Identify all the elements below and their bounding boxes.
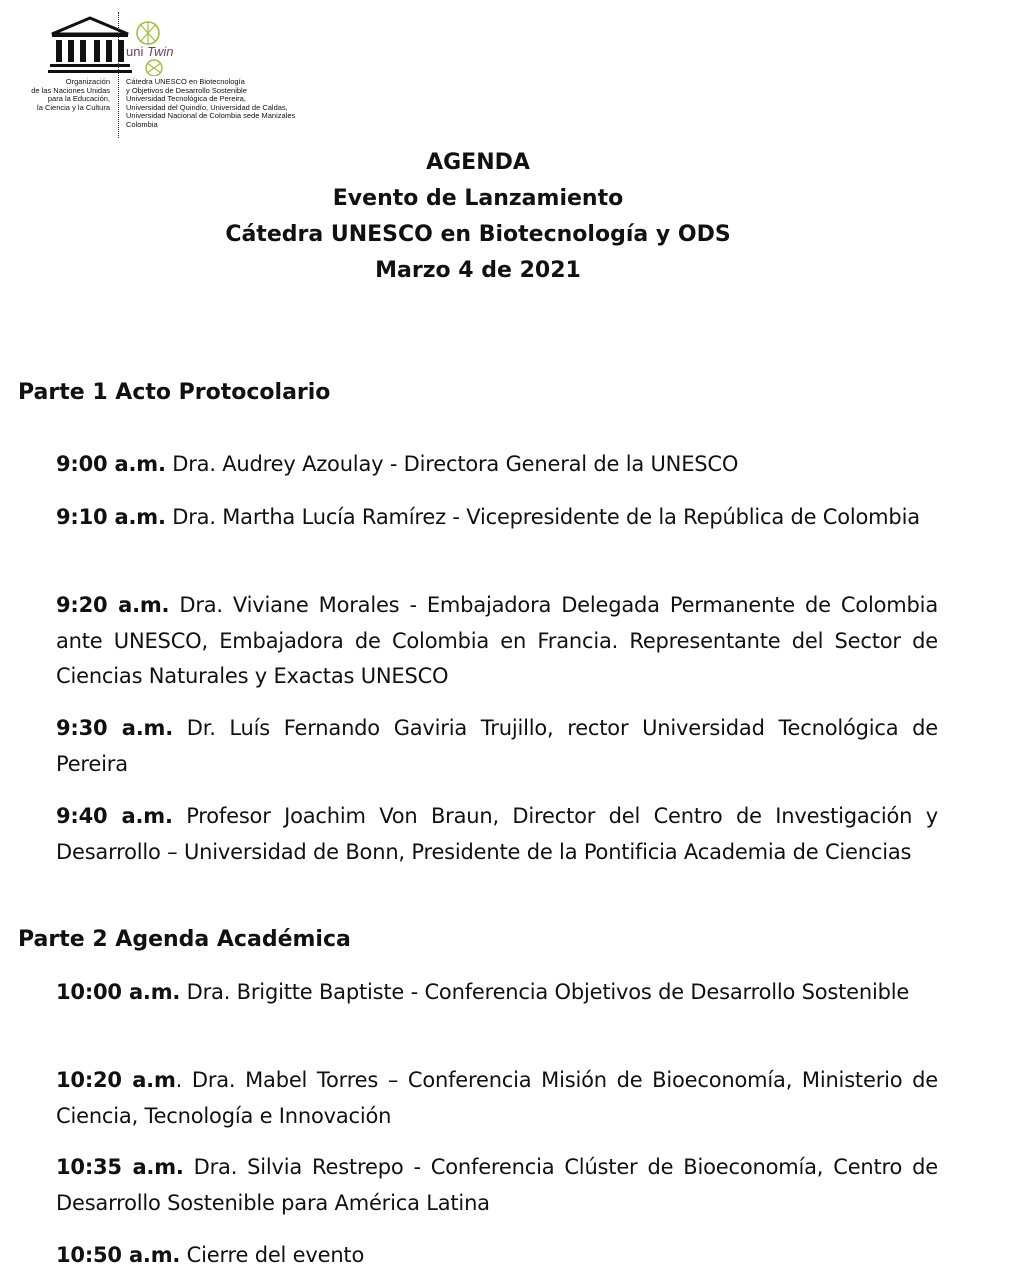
- agenda-item: [56, 588, 938, 695]
- agenda-title: [0, 145, 956, 289]
- agenda-time: 9:40 a.m.: [56, 804, 173, 828]
- chair-description: [126, 78, 326, 130]
- unitwin-logo-icon: [126, 16, 186, 76]
- agenda-item: [56, 799, 938, 870]
- unesco-org-line: la Ciencia y la Cultura: [37, 102, 110, 112]
- agenda-item: [56, 711, 938, 782]
- agenda-time: 10:20 a.m: [56, 1068, 176, 1092]
- agenda-time: 9:30 a.m.: [56, 716, 174, 740]
- header-logos: [22, 10, 322, 136]
- title-line: Cátedra UNESCO en Biotecnología y ODS: [225, 222, 731, 247]
- chair-line: Universidad del Quindío, Universidad de Caldas,: [126, 102, 288, 112]
- logo-divider: [118, 12, 119, 138]
- unesco-org-line: para la Educación,: [47, 94, 110, 104]
- unesco-logo-icon: [48, 16, 132, 78]
- agenda-text: Dra. Silvia Restrepo - Conferencia Clúster de Bioeconomía, Centro de Desarrollo Sostenible para América Latina: [56, 1155, 939, 1215]
- agenda-time: 9:00 a.m.: [56, 452, 166, 476]
- section-heading-part2: Parte 2 Agenda Académica: [18, 927, 351, 952]
- agenda-time: 10:50 a.m.: [56, 1243, 181, 1267]
- agenda-item: [56, 1150, 938, 1221]
- unesco-org-name: [22, 78, 110, 112]
- agenda-time: 10:00 a.m.: [56, 980, 181, 1004]
- agenda-text: Profesor Joachim Von Braun, Director del Centro de Investigación y Desarrollo – Universidad de Bonn, Presidente de la Pontificia Academia de Ciencias: [56, 804, 938, 864]
- title-line: Marzo 4 de 2021: [375, 258, 581, 283]
- agenda-text: Dra. Viviane Morales - Embajadora Delegada Permanente de Colombia ante UNESCO, Embajadora de Colombia en Francia. Representante del Sector de Ciencias Naturales y Exactas UNESCO: [56, 593, 938, 688]
- title-line: Evento de Lanzamiento: [332, 186, 624, 211]
- agenda-item: [56, 975, 938, 1011]
- agenda-text: . Dra. Mabel Torres – Conferencia Misión de Bioeconomía, Ministerio de Ciencia, Tecnología e Innovación: [56, 1068, 938, 1128]
- title-line: AGENDA: [426, 150, 530, 175]
- unesco-org-line: Organización: [65, 77, 110, 86]
- agenda-item: [56, 1063, 938, 1134]
- agenda-item: [56, 1238, 938, 1274]
- chair-line: Universidad Tecnológica de Pereira,: [126, 94, 246, 104]
- agenda-item: [56, 447, 938, 483]
- chair-line: Cátedra UNESCO en Biotecnología: [126, 77, 245, 86]
- agenda-text: Dra. Audrey Azoulay - Directora General de la UNESCO: [165, 452, 739, 476]
- agenda-text: Dra. Martha Lucía Ramírez - Vicepresidente de la República de Colombia: [165, 505, 920, 529]
- unesco-org-line: de las Naciones Unidas: [31, 85, 110, 95]
- agenda-time: 9:20 a.m.: [56, 593, 170, 617]
- agenda-text: Dr. Luís Fernando Gaviria Trujillo, rector Universidad Tecnológica de Pereira: [56, 716, 938, 776]
- svg-text:Twin: Twin: [147, 44, 174, 59]
- agenda-item: [56, 500, 938, 536]
- chair-line: y Objetivos de Desarrollo Sostenible: [126, 85, 247, 95]
- agenda-time: 10:35 a.m.: [56, 1155, 184, 1179]
- chair-line: Colombia: [126, 119, 158, 129]
- agenda-time: 9:10 a.m.: [56, 505, 166, 529]
- section-heading-part1: Parte 1 Acto Protocolario: [18, 380, 331, 405]
- agenda-text: Cierre del evento: [180, 1243, 365, 1267]
- svg-text:uni: uni: [126, 44, 144, 59]
- chair-line: Universidad Nacional de Colombia sede Manizales: [126, 111, 296, 121]
- agenda-text: Dra. Brigitte Baptiste - Conferencia Objetivos de Desarrollo Sostenible: [180, 980, 910, 1004]
